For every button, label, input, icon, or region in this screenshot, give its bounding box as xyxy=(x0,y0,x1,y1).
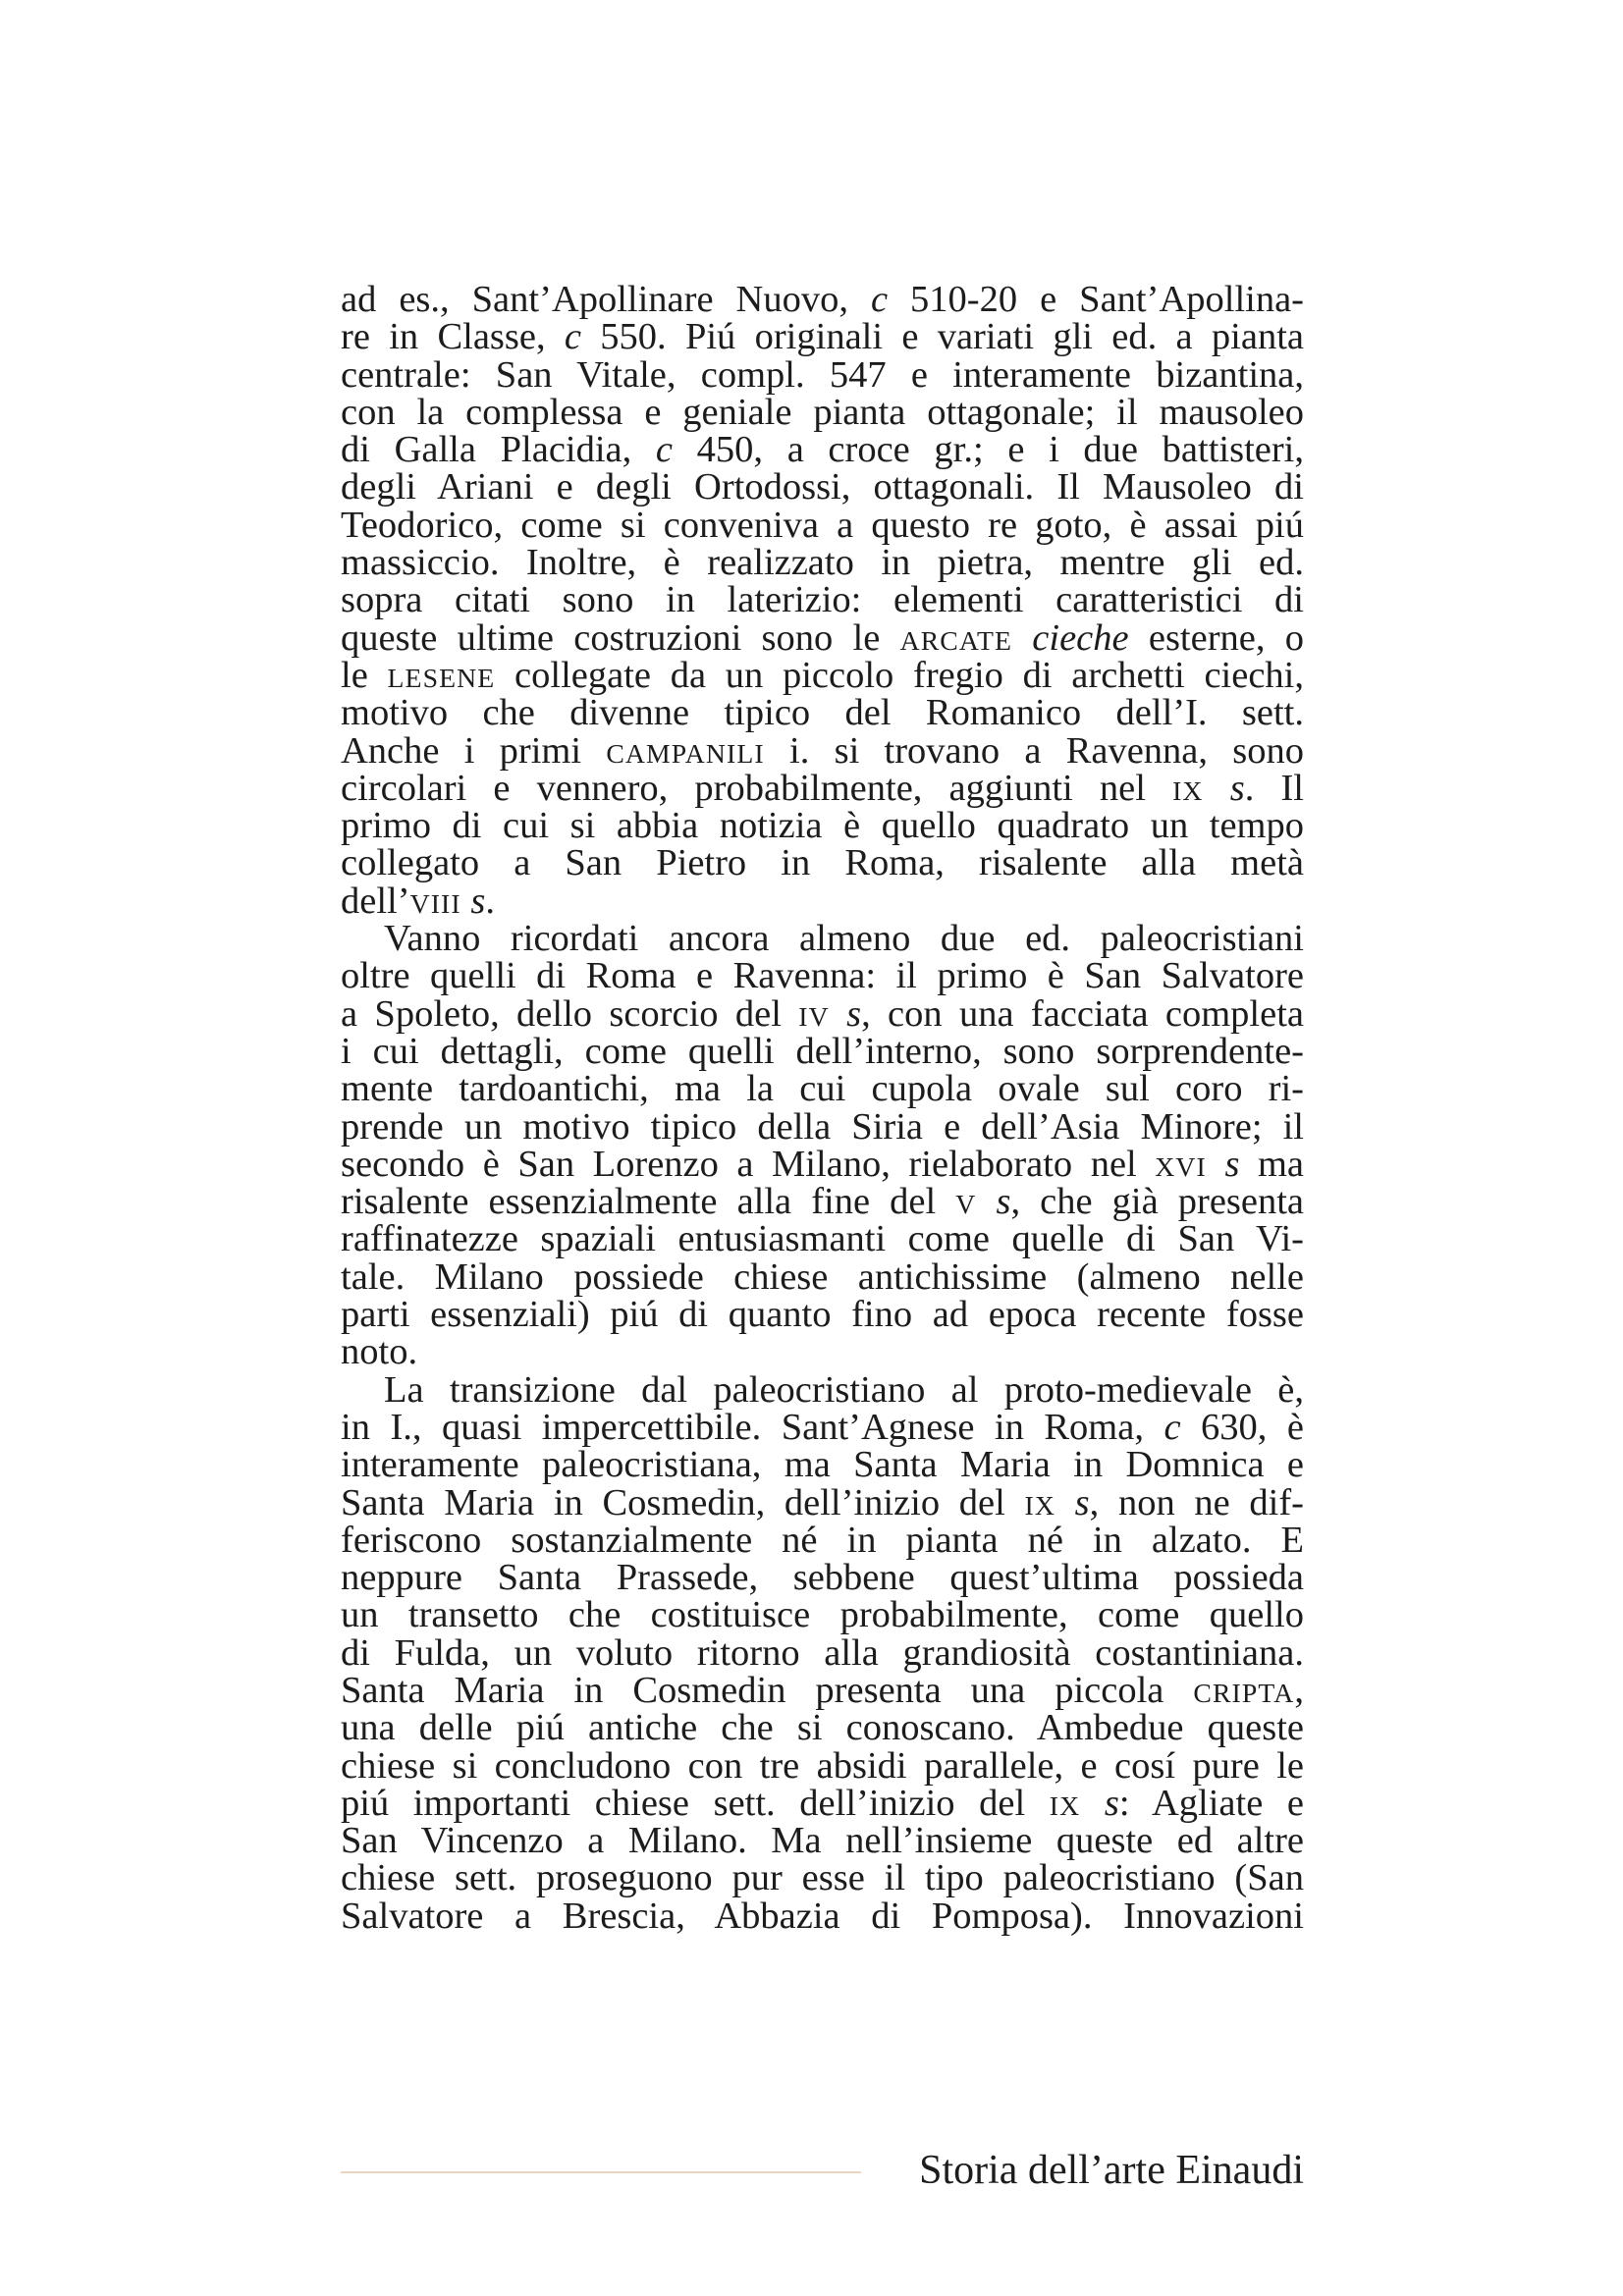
text-run xyxy=(1080,1783,1105,1824)
text-run: Santa Maria in Cosmedin presenta una piccola xyxy=(341,1669,1194,1711)
text-run: motivo che divenne tipico del Romanico dell’I. sett. xyxy=(341,692,1304,734)
small-caps-term: IX xyxy=(1172,774,1204,806)
text-run: prende un motivo tipico della Siria e dell’Asia Minore; il xyxy=(341,1105,1304,1148)
small-caps-term: CRIPTA xyxy=(1193,1677,1295,1708)
text-run: di Galla Placidia, xyxy=(341,429,656,471)
text-run: mente tardoantichi, ma la cui cupola ovale sul coro ri- xyxy=(341,1068,1304,1110)
text-line xyxy=(341,1820,1304,1862)
small-caps-term: IX xyxy=(1049,1789,1081,1821)
text-run: in I., quasi impercettibile. Sant’Agnese in Roma, xyxy=(341,1406,1164,1448)
text-line xyxy=(341,692,1304,734)
text-line xyxy=(341,654,1304,696)
text-line xyxy=(341,1406,1304,1448)
italic-term: c xyxy=(1163,1406,1181,1448)
text-run xyxy=(1207,1144,1225,1185)
text-line xyxy=(341,992,1304,1035)
text-run: 550. Piú originali e variati gli ed. a pianta xyxy=(580,316,1304,358)
text-line xyxy=(341,316,1304,358)
text-line xyxy=(341,281,1304,318)
text-run: Salvatore a Brescia, Abbazia di Pomposa). Innovazioni xyxy=(341,1895,1304,1937)
text-run: 510-20 e Sant’Apollina- xyxy=(888,279,1304,320)
small-caps-term: CAMPANILI xyxy=(606,737,765,769)
text-run: ad es., Sant’Apollinare Nuovo, xyxy=(341,279,871,320)
text-line xyxy=(341,1481,1304,1523)
text-line xyxy=(341,1669,1304,1711)
text-run: risalente essenzialmente alla fine del xyxy=(341,1181,956,1223)
text-run: feriscono sostanzialmente né in pianta né in alzato. E xyxy=(341,1519,1304,1561)
text-line xyxy=(341,1368,1304,1411)
text-line xyxy=(341,1782,1304,1824)
italic-term: s xyxy=(1104,1782,1119,1824)
text-run: degli Ariani e degli Ortodossi, ottagonali. Il Mausoleo di xyxy=(341,466,1304,508)
text-line xyxy=(341,391,1304,433)
text-run: , xyxy=(1294,1669,1304,1711)
text-run: , con una facciata completa xyxy=(861,992,1304,1035)
text-run: circolari e vennero, probabilmente, aggiunti nel xyxy=(341,767,1173,809)
text-line xyxy=(341,1557,1304,1599)
text-line xyxy=(341,1631,1304,1674)
text-run: . xyxy=(485,880,495,922)
text-run xyxy=(1204,768,1230,809)
text-run: La transizione dal paleocristiano al proto-medievale è, xyxy=(384,1368,1304,1411)
text-run: parti essenziali) piú di quanto fino ad epoca recente fosse xyxy=(341,1294,1304,1336)
text-run: collegato a San Pietro in Roma, risalente alla metà xyxy=(341,842,1304,884)
small-caps-term: XVI xyxy=(1155,1150,1207,1182)
text-run xyxy=(830,993,846,1035)
text-run: 450, a croce gr.; e i due battisteri, xyxy=(673,429,1304,471)
text-run: Santa Maria in Cosmedin, dell’inizio del xyxy=(341,1481,1025,1523)
text-run xyxy=(1055,1482,1075,1523)
text-line xyxy=(341,805,1304,847)
text-line xyxy=(341,1181,1305,1223)
text-run: raffinatezze spaziali entusiasmanti come quelle di San Vi- xyxy=(341,1218,1304,1260)
text-run: . Il xyxy=(1244,767,1304,809)
italic-term: s xyxy=(1224,1143,1240,1185)
small-caps-term: IX xyxy=(1024,1489,1055,1521)
text-line xyxy=(341,1255,1304,1298)
text-run: una delle piú antiche che si conoscano. Ambedue queste xyxy=(341,1707,1304,1749)
text-line xyxy=(341,579,1304,621)
italic-term: c xyxy=(655,429,674,471)
text-run: di Fulda, un voluto ritorno alla grandiosità costantiniana. xyxy=(341,1631,1304,1674)
italic-term: cieche xyxy=(1032,616,1129,659)
text-run: chiese sett. proseguono pur esse il tipo paleocristiano (San xyxy=(341,1857,1304,1899)
text-line xyxy=(341,1218,1304,1260)
italic-term: s xyxy=(1229,767,1245,809)
text-run: noto. xyxy=(341,1331,418,1373)
text-line xyxy=(341,1030,1304,1072)
footer-title: Storia dell’arte Einaudi xyxy=(919,2148,1304,2193)
text-run: con la complessa e geniale pianta ottagonale; il mausoleo xyxy=(341,391,1304,433)
text-run: Vanno ricordati ancora almeno due ed. paleocristiani xyxy=(384,918,1304,960)
text-run: i cui dettagli, come quelli dell’interno, sono sorprendente- xyxy=(341,1030,1304,1072)
text-run: primo di cui si abbia notizia è quello quadrato un tempo xyxy=(341,805,1304,847)
text-line xyxy=(341,353,1304,396)
text-line xyxy=(341,729,1304,772)
text-line xyxy=(341,616,1304,659)
text-run: i. si trovano a Ravenna, sono xyxy=(764,729,1304,772)
text-line xyxy=(341,918,1304,960)
text-run: dell’ xyxy=(341,880,410,922)
text-run: 630, è xyxy=(1180,1406,1304,1448)
text-line xyxy=(341,468,1304,506)
small-caps-term: ARCATE xyxy=(899,624,1013,656)
text-run: , che già presenta xyxy=(1010,1181,1305,1223)
italic-term: s xyxy=(470,880,486,922)
text-run: chiese si concludono con tre absidi parallele, e cosí pure le xyxy=(341,1744,1304,1787)
text-run: le xyxy=(341,654,388,696)
text-line xyxy=(341,767,1304,809)
text-run: , non ne dif- xyxy=(1089,1481,1304,1523)
text-line xyxy=(341,1143,1304,1185)
small-caps-term: IV xyxy=(798,1000,830,1032)
text-run: tale. Milano possiede chiese antichissime (almeno nelle xyxy=(341,1255,1304,1298)
text-run: San Vincenzo a Milano. Ma nell’insieme queste ed altre xyxy=(341,1820,1304,1862)
text-line xyxy=(341,1857,1304,1899)
text-line xyxy=(341,1594,1304,1636)
text-line xyxy=(341,1897,1304,1935)
text-run: interamente paleocristiana, ma Santa Maria in Domnica e xyxy=(341,1444,1304,1486)
small-caps-term: LESENE xyxy=(387,662,496,693)
text-run: piú importanti chiese sett. dell’inizio del xyxy=(341,1782,1050,1824)
text-line xyxy=(341,842,1304,884)
text-run xyxy=(976,1181,996,1222)
text-run: : Agliate e xyxy=(1118,1782,1304,1824)
text-run: a Spoleto, dello scorcio del xyxy=(341,992,799,1035)
text-line xyxy=(341,542,1304,584)
text-run: ma xyxy=(1239,1143,1304,1185)
italic-term: c xyxy=(564,316,581,358)
text-line xyxy=(341,1331,1304,1373)
text-run: neppure Santa Prassede, sebbene quest’ultima possieda xyxy=(341,1557,1304,1599)
text-line xyxy=(341,955,1304,997)
text-run: queste ultime costruzioni sono le xyxy=(341,616,900,659)
small-caps-term: V xyxy=(955,1189,977,1220)
text-run: centrale: San Vitale, compl. 547 e interamente bizantina, xyxy=(341,353,1304,396)
text-run: Teodorico, come si conveniva a questo re goto, è assai piú xyxy=(341,504,1304,546)
text-line xyxy=(341,1068,1304,1110)
text-run: un transetto che costituisce probabilmente, come quello xyxy=(341,1594,1304,1636)
text-run: sopra citati sono in laterizio: elementi caratteristici di xyxy=(341,579,1304,621)
text-run: massiccio. Inoltre, è realizzato in pietra, mentre gli ed. xyxy=(341,542,1304,584)
text-run: re in Classe, xyxy=(341,316,565,358)
italic-term: s xyxy=(996,1181,1011,1223)
text-line xyxy=(341,429,1304,471)
text-run xyxy=(461,881,471,922)
text-line xyxy=(341,1444,1304,1486)
text-line xyxy=(341,1519,1304,1561)
footer-rule xyxy=(341,2171,861,2173)
italic-term: s xyxy=(846,992,862,1035)
body-text xyxy=(341,281,1304,1935)
text-line xyxy=(341,1294,1304,1336)
italic-term: c xyxy=(870,279,889,320)
text-run: collegate da un piccolo fregio di archetti ciechi, xyxy=(495,654,1304,696)
italic-term: s xyxy=(1074,1481,1090,1523)
small-caps-term: VIII xyxy=(409,887,461,919)
text-run: esterne, o xyxy=(1128,616,1304,659)
text-run: oltre quelli di Roma e Ravenna: il primo è San Salvatore xyxy=(341,955,1304,997)
text-line xyxy=(341,1105,1304,1148)
text-run: Anche i primi xyxy=(341,729,607,772)
text-run xyxy=(1012,617,1032,659)
text-run: secondo è San Lorenzo a Milano, rielaborato nel xyxy=(341,1143,1156,1185)
text-line xyxy=(341,882,1304,920)
text-line xyxy=(341,504,1304,546)
text-line xyxy=(341,1707,1304,1749)
text-line xyxy=(341,1744,1304,1787)
